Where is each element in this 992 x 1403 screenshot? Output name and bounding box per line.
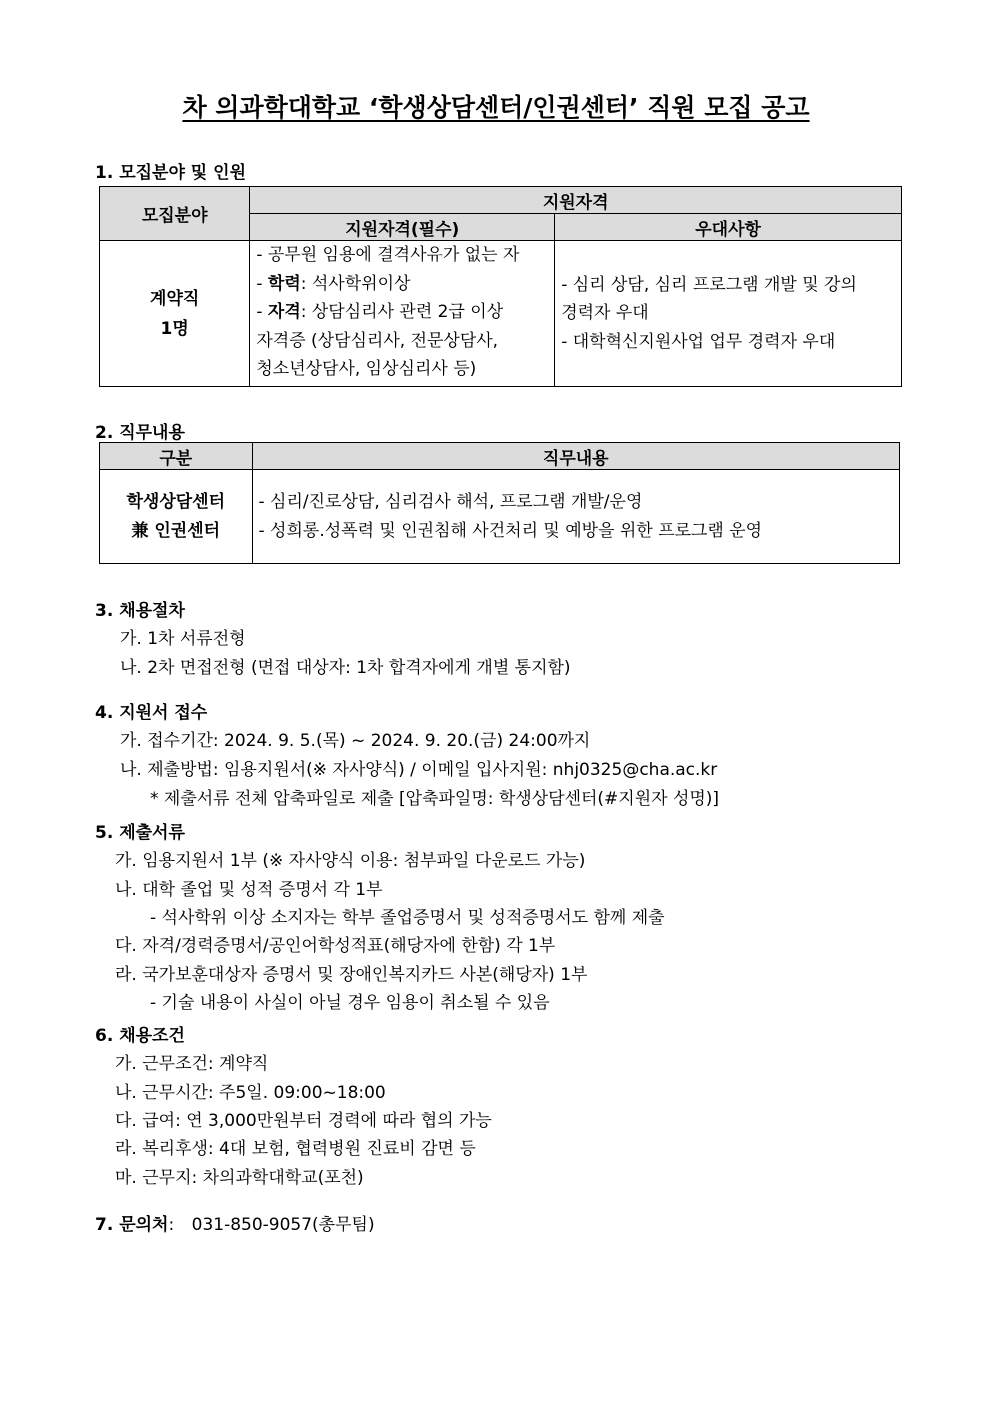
section-3-heading: 3. 채용절차 — [95, 601, 185, 621]
division-cell — [100, 470, 253, 564]
required-cell — [250, 241, 555, 387]
list-item: 나. 제출방법: 임용지원서(※ 자사양식) / 이메일 입사지원: nhj0325@cha.ac.kr — [120, 760, 718, 780]
field-count: 1명 — [160, 318, 189, 339]
pref-line: - 심리 상담, 심리 프로그램 개발 및 강의 — [561, 274, 857, 295]
pref-line: - 대학혁신지원사업 업무 경력자 우대 — [561, 331, 836, 352]
field-type: 계약직 — [150, 288, 200, 309]
list-item: 가. 1차 서류전형 — [120, 629, 246, 649]
th-required: 지원자격(필수) — [250, 214, 555, 241]
req-line: 청소년상담사, 임상심리사 등) — [256, 359, 477, 379]
preferred-cell — [555, 241, 902, 387]
req-line: - 자격: 상담심리사 관련 2급 이상 — [256, 302, 504, 322]
duty-line: - 성희롱.성폭력 및 인권침해 사건처리 및 예방을 위한 프로그램 운영 — [258, 520, 763, 541]
section-6-heading: 6. 채용조건 — [95, 1026, 185, 1046]
section-1-heading: 1. 모집분야 및 인원 — [95, 163, 246, 183]
duty-table — [99, 442, 900, 564]
list-item: - 기술 내용이 사실이 아닐 경우 임용이 취소될 수 있음 — [150, 993, 550, 1013]
contact-line — [95, 1210, 375, 1235]
list-item: 다. 급여: 연 3,000만원부터 경력에 따라 협의 가능 — [115, 1111, 492, 1131]
list-item: 라. 국가보훈대상자 증명서 및 장애인복지카드 사본(해당자) 1부 — [115, 965, 588, 985]
section-5-heading: 5. 제출서류 — [95, 823, 185, 843]
req-line: 자격증 (상담심리사, 전문상담사, — [256, 330, 499, 351]
th-duty: 직무내용 — [252, 443, 899, 470]
pref-line: 경력자 우대 — [561, 303, 649, 324]
req-line: - 학력: 석사학위이상 — [256, 273, 411, 294]
field-cell — [100, 241, 250, 387]
page-title: 차 의과학대학교 ‘학생상담센터/인권센터’ 직원 모집 공고 — [182, 93, 810, 122]
section-2-heading: 2. 직무내용 — [95, 423, 185, 443]
section-4-heading: 4. 지원서 접수 — [95, 703, 208, 723]
duty-cell — [252, 470, 899, 564]
division-line: 兼 인권센터 — [131, 520, 221, 541]
list-item: 마. 근무지: 차의과학대학교(포천) — [115, 1168, 364, 1188]
th-qualification: 지원자격 — [250, 187, 902, 214]
list-item: 가. 임용지원서 1부 (※ 자사양식 이용: 첨부파일 다운로드 가능) — [115, 851, 586, 871]
th-field: 모집분야 — [100, 187, 250, 241]
list-item: * 제출서류 전체 압축파일로 제출 [압축파일명: 학생상담센터(#지원자 성명)] — [150, 789, 720, 809]
list-item: 다. 자격/경력증명서/공인어학성적표(해당자에 한함) 각 1부 — [115, 936, 556, 956]
th-preferred: 우대사항 — [555, 214, 902, 241]
list-item: 가. 근무조건: 계약직 — [115, 1054, 269, 1074]
division-line: 학생상담센터 — [126, 491, 226, 512]
list-item: 나. 대학 졸업 및 성적 증명서 각 1부 — [115, 880, 383, 900]
th-division: 구분 — [100, 443, 253, 470]
list-item: 가. 접수기간: 2024. 9. 5.(목) ~ 2024. 9. 20.(금) 24:00까지 — [120, 731, 591, 751]
contact-colon: : — [168, 1215, 175, 1235]
list-item: 라. 복리후생: 4대 보험, 협력병원 진료비 감면 등 — [115, 1139, 476, 1159]
recruitment-table — [99, 186, 902, 387]
section-7-heading: 7. 문의처 — [95, 1215, 169, 1235]
list-item: 나. 2차 면접전형 (면접 대상자: 1차 합격자에게 개별 통지함) — [120, 658, 571, 678]
list-item: - 석사학위 이상 소지자는 학부 졸업증명서 및 성적증명서도 함께 제출 — [150, 908, 665, 928]
list-item: 나. 근무시간: 주5일. 09:00~18:00 — [115, 1083, 386, 1103]
duty-line: - 심리/진로상담, 심리검사 해석, 프로그램 개발/운영 — [258, 492, 643, 512]
contact-phone: 031-850-9057(총무팀) — [191, 1215, 375, 1235]
req-line: - 공무원 임용에 결격사유가 없는 자 — [256, 245, 520, 265]
